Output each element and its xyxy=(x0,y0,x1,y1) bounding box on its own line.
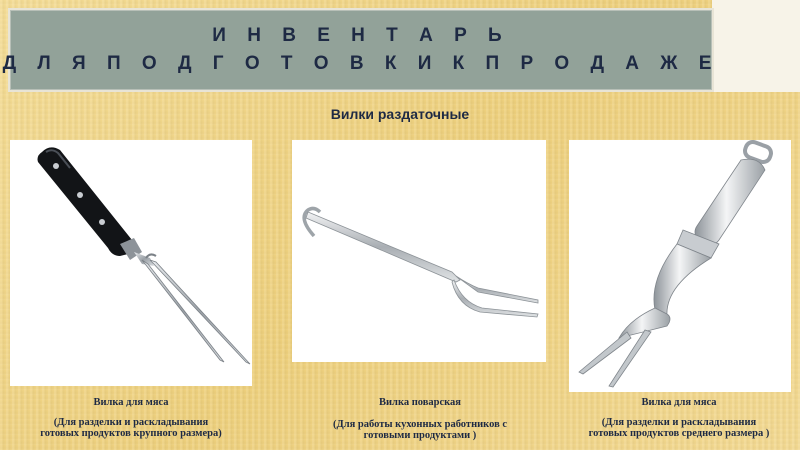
item-description-2: (Для работы кухонных работников с готовыми продуктами ) xyxy=(332,419,508,441)
page-title-line-1: И Н В Е Н Т А Р Ь xyxy=(212,25,510,46)
item-caption-2 xyxy=(292,397,548,441)
chef-fork-hook-image xyxy=(292,140,546,362)
item-title-2: Вилка поварская xyxy=(379,397,461,408)
header-corner-strip xyxy=(712,0,800,92)
item-caption-1 xyxy=(6,397,256,439)
item-title-1: Вилка для мяса xyxy=(93,397,169,408)
section-subtitle: Вилки раздаточные xyxy=(330,106,470,122)
meat-fork-steel-image xyxy=(569,140,791,392)
item-title-3: Вилка для мяса xyxy=(641,397,717,408)
meat-fork-steel-icon xyxy=(569,140,791,392)
item-description-3: (Для разделки и раскладывания готовых продуктов среднего размера ) xyxy=(588,417,770,439)
title-box xyxy=(2,8,720,92)
item-description-1: (Для разделки и раскладывания готовых продуктов крупного размера) xyxy=(40,417,222,439)
meat-fork-black-handle-icon xyxy=(10,140,252,386)
meat-fork-black-handle-image xyxy=(10,140,252,386)
item-caption-3 xyxy=(560,397,798,439)
page-title-line-2: Д Л Я П О Д Г О Т О В К И К П Р О Д А Ж Е xyxy=(2,53,720,74)
chef-fork-hook-icon xyxy=(292,140,546,362)
